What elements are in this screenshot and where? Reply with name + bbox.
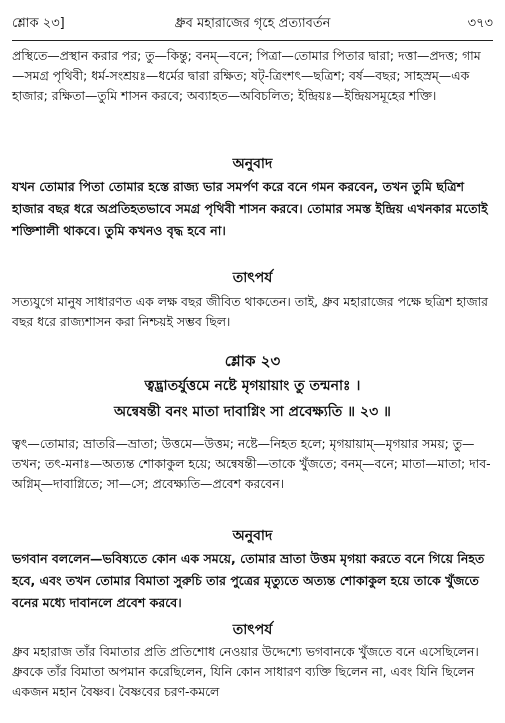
page-number: ৩৭৩	[467, 16, 493, 31]
translation-heading-1: অনুবাদ	[232, 156, 273, 172]
purport-heading-1: তাৎপর্য	[232, 270, 273, 286]
synonyms-paragraph-1: প্রস্থিতে—প্রস্থান করার পর; তু—কিন্তু; বনম্—বনে; পিত্রা—তোমার পিতার দ্বারা; দত্তা—প্রদত্ত; গাম—সমগ্র পৃথিবী; ধর্ম-সংশ্রয়ঃ—ধর্মের দ্বারা রক্ষিত; ষট্-ত্রিংশৎ—ছত্রিশ; বর্ষ—বছর; সাহস্রম্—এক হাজার; রক্ষিতা—তুমি শাসন করবে; অব্যাহত—অবিচলিত; ইন্দ্রিয়ঃ—ইন্দ্রিয়সমূহের শক্তি।	[12, 48, 481, 103]
header-rule	[12, 40, 493, 41]
synonyms-paragraph-2: ত্বৎ—তোমার; ভ্রাতরি—ভ্রাতা; উত্তমে—উত্তম; নষ্টে—নিহত হলে; মৃগয়ায়াম্—মৃগয়ার সময়; তু—তখন; তৎ-মনাঃ—অত্যন্ত শোকাকুল হয়ে; অন্বেষন্তী—তাকে খুঁজতে; বনম্—বনে; মাতা—মাতা; দাব-অগ্নিম্—দাবাগ্নিতে; সা—সে; প্রবেক্ষ্যতি—প্রবেশ করবেন।	[12, 436, 491, 491]
translation-paragraph-2: ভগবান বললেন—ভবিষ্যতে কোন এক সময়ে, তোমার ভ্রাতা উত্তম মৃগয়া করতে বনে গিয়ে নিহত হবে, এবং তখন তোমার বিমাতা সুরুচি তার পুত্রের মৃত্যুতে অত্যন্ত শোকাকুল হয়ে তাকে খুঁজতে বনের মধ্যে দাবানলে প্রবেশ করবে।	[12, 551, 485, 610]
purport-paragraph-2: ধ্রুব মহারাজ তাঁর বিমাতার প্রতি প্রতিশোধ নেওয়ার উদ্দেশ্যে ভগবানকে খুঁজতে বনে এসেছিলেন। ধ্রুবকে তাঁর বিমাতা অপমান করেছিলেন, যিনি কোন সাধারণ ব্যক্তি ছিলেন না, এবং যিনি ছিলেন একজন মহান বৈষ্ণব। বৈষ্ণবের চরণ-কমলে	[12, 644, 479, 699]
verse-title: শ্লোক ২৩	[224, 352, 281, 370]
purport-heading-2: তাৎপর্য	[232, 622, 273, 638]
verse-line-2: অন্বেষন্তী বনং মাতা দাবাগ্নিং সা প্রবেক্ষ্যতি ॥ ২৩ ॥	[114, 404, 391, 420]
chapter-title: ধ্রুব মহারাজের গৃহে প্রত্যাবর্তন	[174, 16, 331, 31]
translation-heading-2: অনুবাদ	[232, 528, 273, 544]
translation-paragraph-1: যখন তোমার পিতা তোমার হস্তে রাজ্য ভার সমর্পণ করে বনে গমন করবেন, তখন তুমি ছত্রিশ হাজার বছর ধরে অপ্রতিহতভাবে সমগ্র পৃথিবী শাসন করবে। তোমার সমস্ত ইন্দ্রিয় এখনকার মতোই শক্তিশালী থাকবে। তুমি কখনও বৃদ্ধ হবে না।	[12, 179, 488, 238]
page-header	[12, 12, 493, 40]
purport-paragraph-1: সত্যযুগে মানুষ সাধারণত এক লক্ষ বছর জীবিত থাকতেন। তাই, ধ্রুব মহারাজের পক্ষে ছত্রিশ হাজার বছর ধরে রাজ্যশাসন করা নিশ্চয়ই সম্ভব ছিল।	[12, 294, 488, 329]
verse-reference: শ্লোক ২৩]	[12, 16, 65, 31]
verse-line-1: ত্বদ্ভ্রাতর্যুত্তমে নষ্টে মৃগয়ায়াং তু তন্মনাঃ ।	[144, 378, 361, 394]
